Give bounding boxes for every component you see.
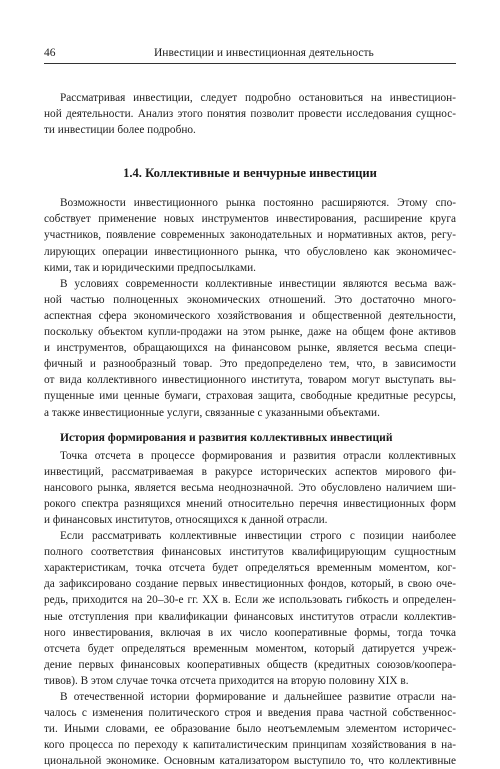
text-line: ной частью полноценных экономических отношений. Это достаточно много- bbox=[44, 293, 456, 306]
text-line: характеристикам, точка отсчета будет определяться временным моментом, ког- bbox=[44, 562, 456, 575]
text-line: аспектная сфера экономического хозяйствования и общественной деятельности, bbox=[44, 309, 456, 322]
page-number: 46 bbox=[44, 47, 56, 59]
text-line: ти инвестиции более подробно. bbox=[44, 124, 196, 137]
text-line: редь, приходится на 20–30-е гг. XX в. Если же использовать гибкость и определен- bbox=[44, 594, 456, 607]
text-line: отсчета будет определяться временным моментом, который датируется учреж- bbox=[44, 642, 456, 655]
text-line: да зафиксировано создание первых инвестиционных фондов, который, в свою оче- bbox=[44, 578, 456, 591]
text-line: кими, так и юридическими предпосылками. bbox=[44, 261, 256, 274]
text-line: инвестиций, рассматриваемая в ракурсе исторических аспектов мирового фи- bbox=[44, 465, 456, 478]
text-line: Точка отсчета в процессе формирования и развития отрасли коллективных bbox=[60, 449, 456, 462]
text-line: Возможности инвестиционного рынка постоянно расширяются. Этому спо- bbox=[60, 197, 456, 210]
text-line: поскольку объектом купли-продажи на этом рынке, даже на общем фоне активов bbox=[44, 326, 456, 339]
text-line: В условиях современности коллективные инвестиции являются весьма важ- bbox=[60, 277, 456, 290]
section-paragraph-2 bbox=[44, 276, 456, 421]
text-line: а также инвестиционные услуги, связанные с указанными объектами. bbox=[44, 406, 380, 419]
text-line: чалось с изменения политического строя и введения права частной собственнос- bbox=[44, 707, 456, 720]
text-line: и инструментов, обращающихся на финансовом рынке, является весьма специ- bbox=[44, 342, 456, 355]
running-title: Инвестиции и инвестиционная деятельность bbox=[154, 47, 374, 59]
text-line: лирующих операции инвестиционного рынка, что обусловлено как экономичес- bbox=[44, 245, 456, 258]
running-header bbox=[44, 46, 456, 64]
header-rule bbox=[44, 63, 456, 64]
text-line: Рассматривая инвестиции, следует подробно остановиться на инвестицион- bbox=[60, 92, 456, 104]
subsection-heading: История формирования и развития коллективных инвестиций bbox=[60, 430, 393, 444]
text-line: нансового рынка, является весьма неоднозначной. Это обусловлено наличием ши- bbox=[44, 481, 456, 494]
page-body bbox=[44, 90, 456, 769]
text-line: рокого спектра разнящихся мнений относительно перечня инвестиционных форм bbox=[44, 497, 456, 510]
text-line: фичный и разнообразный товар. Это предопределено тем, что, в зависимости bbox=[44, 358, 456, 371]
text-line: и финансовых институтов, относящихся к данной отрасли. bbox=[44, 513, 328, 526]
text-line: ные отступления при квалификации финансовых институтов отрасли коллектив- bbox=[44, 610, 456, 623]
text-line: ной деятельности. Анализ этого понятия позволит провести исследования сущнос- bbox=[44, 108, 456, 121]
text-line: циональной экономике. Основным катализатором выступило то, что коллективные bbox=[44, 755, 456, 768]
text-line: собствует применение новых инструментов инвестирования, расширение круга bbox=[44, 213, 456, 226]
text-line: пущенные ими ценные бумаги, страховая защита, свободные кредитные ресурсы, bbox=[44, 390, 456, 403]
text-line: ти. Иными словами, ее образование было неотъемлемым элементом историчес- bbox=[44, 723, 456, 736]
text-line: тивов). В этом случае точка отсчета приходится на вторую половину XIX в. bbox=[44, 674, 409, 687]
intro-paragraph bbox=[44, 90, 456, 138]
text-line: Если рассматривать коллективные инвестиции строго с позиции наиболее bbox=[60, 530, 456, 543]
text-line: ного инвестирования, включая в их число кооперативные формы, тогда точка bbox=[44, 626, 456, 639]
text-line: В отечественной истории формирование и дальнейшее развитие отрасли на- bbox=[60, 691, 456, 703]
section-paragraph-1 bbox=[44, 195, 456, 275]
subsection-paragraph-3 bbox=[44, 689, 456, 769]
text-line: полного соответствия финансовых институтов квалифицирующим сущностным bbox=[44, 546, 456, 559]
subsection-paragraph-2 bbox=[44, 528, 456, 689]
text-line: от вида коллективного инвестиционного института, товаром могут выступать вы- bbox=[44, 374, 456, 387]
text-line: участников, появление современных законодательных и нормативных актов, регу- bbox=[44, 229, 456, 242]
text-line: кого процесса по переходу к капиталистическим принципам хозяйствования в на- bbox=[44, 739, 456, 752]
section-heading: 1.4. Коллективные и венчурные инвестиции bbox=[123, 166, 377, 181]
subsection-paragraph-1 bbox=[44, 448, 456, 528]
text-line: дение первых финансовых кооперативных обществ (кредитных союзов/коопера- bbox=[44, 658, 456, 671]
